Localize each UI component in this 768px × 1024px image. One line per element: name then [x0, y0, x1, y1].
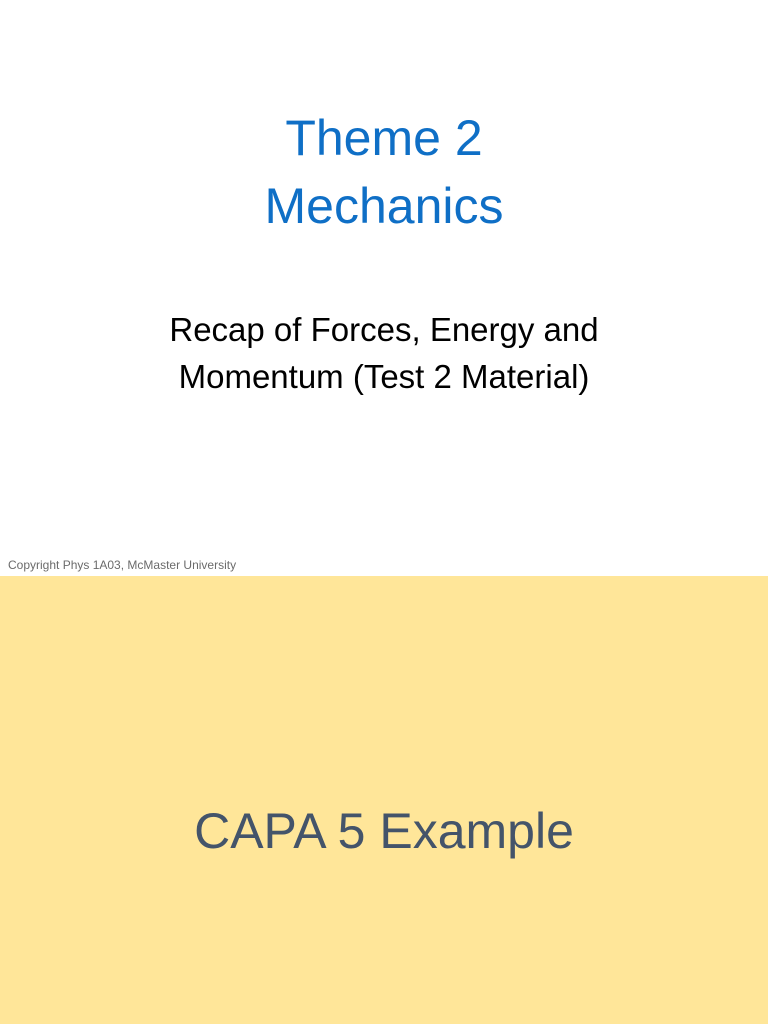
slide-title-line-2: Mechanics	[264, 178, 504, 234]
slide-title	[0, 104, 768, 240]
slide-subtitle-line-1: Recap of Forces, Energy and	[169, 311, 599, 348]
slide-2-title: CAPA 5 Example	[194, 803, 574, 859]
slide-subtitle-line-2: Momentum (Test 2 Material)	[178, 358, 590, 395]
copyright-notice: Copyright Phys 1A03, McMaster University	[8, 558, 237, 572]
slide-subtitle	[0, 306, 768, 400]
slide-capa-5-example	[0, 576, 768, 1024]
slide-title-line-1: Theme 2	[285, 110, 483, 166]
